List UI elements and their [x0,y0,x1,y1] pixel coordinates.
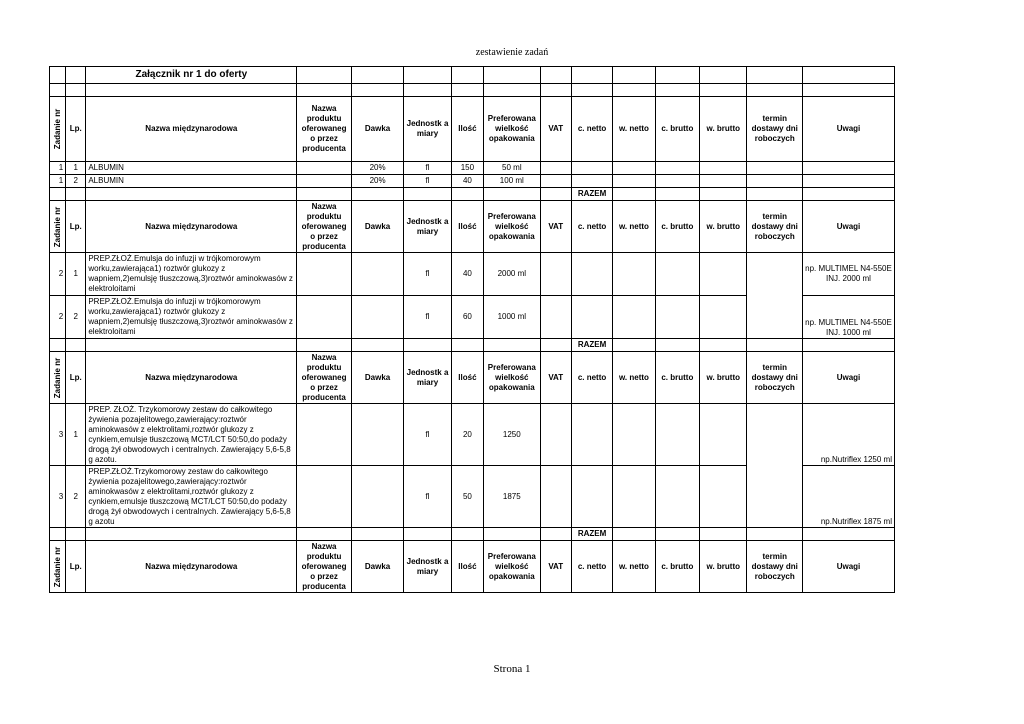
header-zadanie: Zadanie nr [50,97,66,162]
sum-row: RAZEM [50,528,895,541]
header-dawka: Dawka [351,97,403,162]
header-row: Zadanie nr Lp. Nazwa międzynarodowa Nazwa produktu oferowaneg o przez producenta Dawka Jednostk a miary Ilość Preferowana wielkość opakowania VAT c. netto w. netto c. brutto w. brutto termin dostawy dni roboczych Uwagi [50,201,895,253]
header-row: Zadanie nr Lp. Nazwa międzynarodowa Nazwa produktu oferowaneg o przez producenta Dawka Jednostk a miary Ilość Preferowana wielkość opakowania VAT c. netto w. netto c. brutto w. brutto termin dostawy dni roboczych Uwagi [50,541,895,593]
header-cbrutto: c. brutto [655,97,699,162]
header-jednostka: Jednostk a miary [404,97,451,162]
document-title: Załącznik nr 1 do oferty [86,67,297,84]
header-cnetto: c. netto [571,97,612,162]
page-footer: Strona 1 [493,663,531,675]
title-row [50,67,895,84]
header-row [50,97,895,162]
header-wnetto: w. netto [613,97,655,162]
sum-label: RAZEM [571,188,612,201]
sum-row [50,188,895,201]
table-row: 3 2 PREP.ZŁOŻ.Trzykomorowy zestaw do całkowitego żywienia pozajelitowego,zawierający:roztwór aminokwasów z elektrolitami,roztwór glukozy z cynkiem,emulsje tłuszczową MCT/LCT 50:50,do podaży drogą żył obwodowych i centralnych. Zawierający 5,6-5,8 g azotu fl 50 1875 np.Nutriflex 1875 ml [50,466,895,528]
header-wbrutto: w. brutto [700,97,747,162]
sheet-title: zestawienie zadań [475,47,549,58]
table-row: 3 1 PREP. ZŁOŻ. Trzykomorowy zestaw do całkowitego żywienia pozajelitowego,zawierający:roztwór aminokwasów z elektrolitami,roztwór glukozy z cynkiem,emulsje tłuszczową MCT/LCT 50:50,do podaży drogą żył obwodowych i centralnych. Zawierający 5,6-5,8 g azotu. fl 20 1250 np.Nutriflex 1250 ml [50,404,895,466]
table-row: 2 1 PREP.ZŁOŻ.Emulsja do infuzji w trójkomorowym worku,zawierająca1) roztwór glukozy z wapniem,2)emulsję tłuszczową,3)roztwór aminokwasów z elektroloitami fl 40 2000 ml np. MULTIMEL N4-550E INJ. 2000 ml [50,253,895,296]
sum-row: RAZEM [50,339,895,352]
header-produkt: Nazwa produktu oferowaneg o przez producenta [297,97,352,162]
header-termin: termin dostawy dni roboczych [747,97,803,162]
header-row: Zadanie nr Lp. Nazwa międzynarodowa Nazwa produktu oferowaneg o przez producenta Dawka Jednostk a miary Ilość Preferowana wielkość opakowania VAT c. netto w. netto c. brutto w. brutto termin dostawy dni roboczych Uwagi [50,352,895,404]
header-ilosc: Ilość [451,97,483,162]
header-vat: VAT [540,97,571,162]
tasks-table [49,66,895,593]
table-row: 1 1 ALBUMIN 20% fl 150 50 ml [50,162,895,175]
header-lp: Lp. [66,97,86,162]
table-row: 1 2 ALBUMIN 20% fl 40 100 ml [50,175,895,188]
header-opakowanie: Preferowana wielkość opakowania [484,97,541,162]
blank-row [50,84,895,97]
header-nazwa: Nazwa międzynarodowa [86,97,297,162]
table-row: 2 2 PREP.ZŁOŻ.Emulsja do infuzji w trójkomorowym worku,zawierająca1) roztwór glukozy z wapniem,2)emulsję tłuszczową,3)roztwór aminokwasów z elektroloitami fl 60 1000 ml np. MULTIMEL N4-550E INJ. 1000 ml [50,296,895,339]
header-uwagi: Uwagi [803,97,895,162]
